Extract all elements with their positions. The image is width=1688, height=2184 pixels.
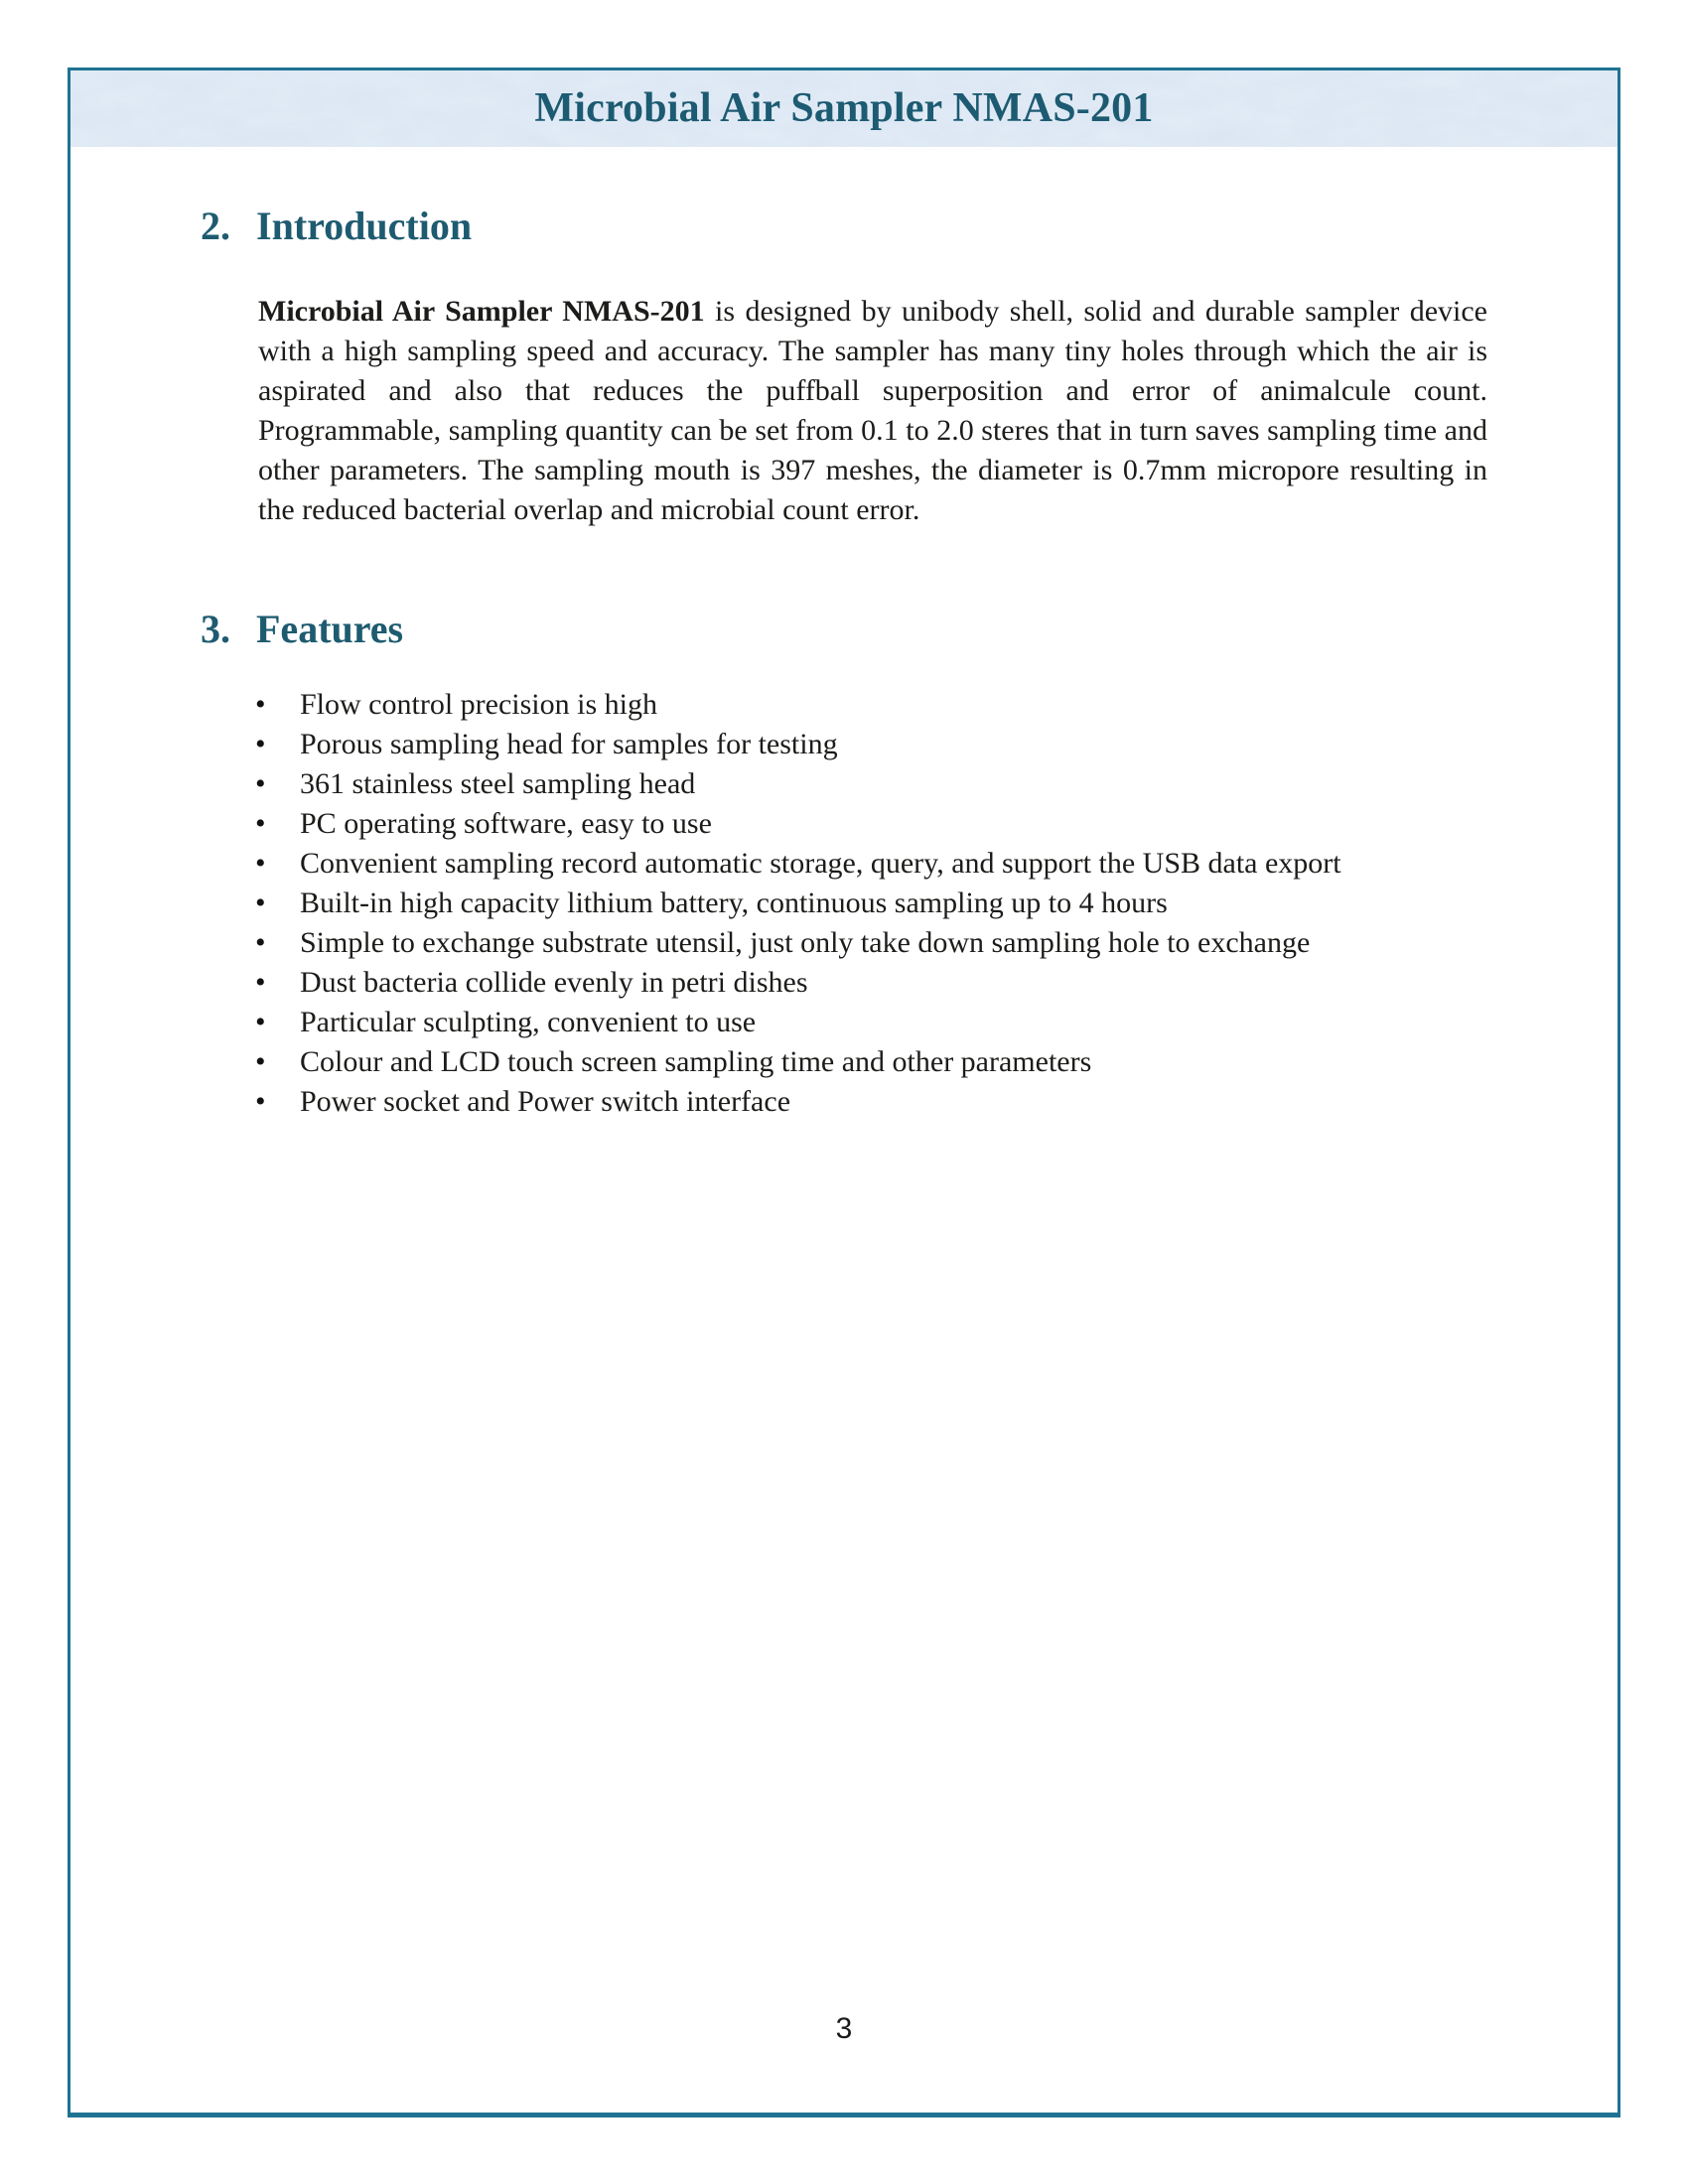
section-heading-introduction [201,205,1487,248]
list-item: • Convenient sampling record automatic storage, query, and support the USB data export [300,844,1487,884]
intro-paragraph [258,292,1487,530]
list-item: • Flow control precision is high [300,685,1487,725]
intro-paragraph-body: is designed by unibody shell, solid and durable sampler device with a high sampling speed and accuracy. The sampler has many tiny holes through which the air is aspirated and also that reduces the puffball superposition and error of animalcule count. Programmable, sampling quantity can be set from 0.1 to 2.0 steres that in turn saves sampling time and other parameters. The sampling mouth is 397 meshes, the diameter is 0.7mm micropore resulting in the reduced bacterial overlap and microbial count error. [258,295,1487,526]
section-number: 2. [201,204,230,248]
list-item: • Colour and LCD touch screen sampling time and other parameters [300,1042,1487,1082]
page-title: Microbial Air Sampler NMAS-201 [534,85,1154,131]
document-frame [68,68,1620,2117]
list-item: • Power socket and Power switch interface [300,1082,1487,1122]
section-title: Features [256,607,404,651]
section-heading-features [201,608,1487,651]
list-item: • PC operating software, easy to use [300,804,1487,844]
list-item: • 361 stainless steel sampling head [300,764,1487,804]
section-number: 3. [201,607,230,651]
empty-space [70,1122,1618,2009]
list-item: • Dust bacteria collide evenly in petri dishes [300,963,1487,1003]
header-banner [70,70,1618,147]
list-item: • Built-in high capacity lithium battery, continuous sampling up to 4 hours [300,884,1487,923]
list-item: • Particular sculpting, convenient to use [300,1003,1487,1042]
list-item: • Porous sampling head for samples for testing [300,725,1487,764]
features-list [70,685,1487,1122]
intro-paragraph-lead: Microbial Air Sampler NMAS-201 [258,295,705,328]
page-number: 3 [835,2012,853,2045]
list-item: • Simple to exchange substrate utensil, just only take down sampling hole to exchange [300,923,1487,963]
section-title: Introduction [256,204,473,248]
